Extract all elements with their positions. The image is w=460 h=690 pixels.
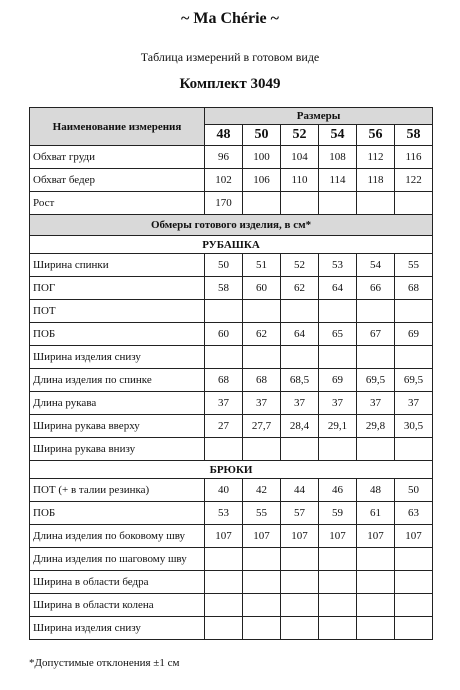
table-row	[30, 548, 433, 571]
measurement-value	[243, 617, 281, 640]
measurement-value: 110	[281, 169, 319, 192]
measurement-value	[319, 548, 357, 571]
measurement-value: 50	[205, 254, 243, 277]
measurement-value: 61	[357, 502, 395, 525]
measurement-name: Длина рукава	[30, 392, 205, 415]
section-title-row	[30, 461, 433, 479]
measurement-value: 55	[395, 254, 433, 277]
measurement-value: 54	[357, 254, 395, 277]
table-row	[30, 369, 433, 392]
product-title: Комплект 3049	[179, 76, 281, 92]
measurement-value	[281, 617, 319, 640]
measurement-value	[243, 192, 281, 215]
measurement-value	[205, 438, 243, 461]
measurement-value: 66	[357, 277, 395, 300]
table-row	[30, 571, 433, 594]
measurement-value: 53	[319, 254, 357, 277]
measurement-value: 55	[243, 502, 281, 525]
measurement-name: Рост	[30, 192, 205, 215]
measurement-value: 67	[357, 323, 395, 346]
measurement-value: 37	[243, 392, 281, 415]
measurement-value: 107	[357, 525, 395, 548]
table-row	[30, 594, 433, 617]
measurement-value: 48	[357, 479, 395, 502]
measurement-value	[357, 548, 395, 571]
garment-measurements-header: Обмеры готового изделия, в см*	[30, 215, 433, 236]
measurement-value: 30,5	[395, 415, 433, 438]
measurement-value: 28,4	[281, 415, 319, 438]
measurement-value: 64	[281, 323, 319, 346]
table-row	[30, 392, 433, 415]
measurement-name: Ширина в области колена	[30, 594, 205, 617]
measurement-value	[243, 438, 281, 461]
measurement-value: 106	[243, 169, 281, 192]
measurement-value	[319, 438, 357, 461]
measurement-value: 118	[357, 169, 395, 192]
measurement-value: 170	[205, 192, 243, 215]
measurement-value: 37	[395, 392, 433, 415]
table-row	[30, 192, 433, 215]
measurement-value	[395, 192, 433, 215]
table-row	[30, 277, 433, 300]
measurement-value: 107	[205, 525, 243, 548]
measurement-value: 50	[395, 479, 433, 502]
measurement-value: 114	[319, 169, 357, 192]
measurement-name: Ширина рукава вверху	[30, 415, 205, 438]
tolerance-footnote: *Допустимые отклонения ±1 см	[29, 657, 180, 669]
measurement-name: Ширина изделия снизу	[30, 617, 205, 640]
measurement-value	[243, 571, 281, 594]
measurement-value: 52	[281, 254, 319, 277]
brand-title: ~ Ma Chérie ~	[181, 10, 279, 27]
measurement-value	[357, 594, 395, 617]
size-header: 56	[357, 125, 395, 146]
measurement-value	[281, 438, 319, 461]
measurement-value	[395, 594, 433, 617]
measurement-value: 37	[205, 392, 243, 415]
measurement-value: 112	[357, 146, 395, 169]
measurement-value	[281, 346, 319, 369]
measurement-name: Длина изделия по шаговому шву	[30, 548, 205, 571]
measurement-value: 46	[319, 479, 357, 502]
measurement-value	[319, 594, 357, 617]
size-header: 50	[243, 125, 281, 146]
measurement-value	[281, 192, 319, 215]
measurement-value: 68,5	[281, 369, 319, 392]
measurement-name: Ширина спинки	[30, 254, 205, 277]
measurement-value: 57	[281, 502, 319, 525]
measurement-value: 122	[395, 169, 433, 192]
measurement-name: Обхват бедер	[30, 169, 205, 192]
measurement-value: 102	[205, 169, 243, 192]
measurement-value	[319, 571, 357, 594]
measurement-value	[281, 300, 319, 323]
measurement-value: 37	[319, 392, 357, 415]
section-title-row	[30, 236, 433, 254]
table-row	[30, 254, 433, 277]
measurement-value: 37	[357, 392, 395, 415]
measurement-value	[281, 594, 319, 617]
measurement-value: 53	[205, 502, 243, 525]
measurement-value	[243, 548, 281, 571]
size-header: 52	[281, 125, 319, 146]
measurement-value	[205, 346, 243, 369]
table-row	[30, 438, 433, 461]
measurement-value: 116	[395, 146, 433, 169]
measurement-value: 65	[319, 323, 357, 346]
measurement-name: ПОБ	[30, 323, 205, 346]
sizes-header: Размеры	[205, 108, 433, 125]
measurement-value: 64	[319, 277, 357, 300]
measurement-value	[205, 548, 243, 571]
measurement-value: 29,1	[319, 415, 357, 438]
size-header: 48	[205, 125, 243, 146]
size-header: 54	[319, 125, 357, 146]
table-row	[30, 346, 433, 369]
measurement-value	[357, 438, 395, 461]
measurement-value	[281, 548, 319, 571]
measurement-value: 107	[281, 525, 319, 548]
measurement-value	[357, 346, 395, 369]
measurement-value: 68	[395, 277, 433, 300]
section-title: БРЮКИ	[30, 461, 433, 479]
measurement-name: ПОГ	[30, 277, 205, 300]
measurement-name-header: Наименование измерения	[30, 108, 205, 146]
table-row	[30, 300, 433, 323]
measurement-value	[319, 192, 357, 215]
measurement-value: 104	[281, 146, 319, 169]
measurement-value	[357, 617, 395, 640]
measurement-value: 68	[243, 369, 281, 392]
measurement-value	[281, 571, 319, 594]
table-row	[30, 323, 433, 346]
document-subtitle: Таблица измерений в готовом виде	[140, 50, 320, 64]
measurement-value	[395, 571, 433, 594]
measurement-value: 107	[395, 525, 433, 548]
measurement-value: 63	[395, 502, 433, 525]
table-row	[30, 169, 433, 192]
measurement-value	[243, 346, 281, 369]
measurement-value: 37	[281, 392, 319, 415]
table-row	[30, 479, 433, 502]
measurement-value: 51	[243, 254, 281, 277]
measurement-name: ПОТ (+ в талии резинка)	[30, 479, 205, 502]
table-row	[30, 415, 433, 438]
measurement-value	[395, 300, 433, 323]
measurement-value	[205, 617, 243, 640]
measurement-value	[395, 617, 433, 640]
measurement-value: 107	[319, 525, 357, 548]
garment-section-row	[30, 215, 433, 236]
measurement-value: 42	[243, 479, 281, 502]
measurement-value	[357, 300, 395, 323]
measurement-value: 44	[281, 479, 319, 502]
measurement-value	[395, 346, 433, 369]
measurement-value: 68	[205, 369, 243, 392]
measurement-value	[319, 300, 357, 323]
table-row	[30, 525, 433, 548]
measurement-value: 69	[319, 369, 357, 392]
measurement-value: 107	[243, 525, 281, 548]
measurement-name: Длина изделия по боковому шву	[30, 525, 205, 548]
section-title: РУБАШКА	[30, 236, 433, 254]
measurement-value: 60	[205, 323, 243, 346]
measurement-name: ПОБ	[30, 502, 205, 525]
measurement-value: 96	[205, 146, 243, 169]
measurement-value	[319, 617, 357, 640]
measurement-name: Ширина рукава внизу	[30, 438, 205, 461]
measurement-value: 100	[243, 146, 281, 169]
measurement-value	[243, 300, 281, 323]
measurement-value: 62	[243, 323, 281, 346]
table-row	[30, 146, 433, 169]
measurement-value: 59	[319, 502, 357, 525]
measurement-value: 69,5	[395, 369, 433, 392]
size-chart-table	[29, 107, 433, 640]
measurement-value: 27,7	[243, 415, 281, 438]
measurement-value	[205, 594, 243, 617]
measurement-value	[395, 548, 433, 571]
measurement-value: 62	[281, 277, 319, 300]
measurement-value	[319, 346, 357, 369]
measurement-value: 69,5	[357, 369, 395, 392]
measurement-name: Ширина изделия снизу	[30, 346, 205, 369]
measurement-value	[243, 594, 281, 617]
measurement-value	[357, 571, 395, 594]
measurement-value	[205, 571, 243, 594]
measurement-value	[395, 438, 433, 461]
table-row	[30, 502, 433, 525]
measurement-value: 60	[243, 277, 281, 300]
measurement-value	[357, 192, 395, 215]
measurement-value: 58	[205, 277, 243, 300]
measurement-value: 40	[205, 479, 243, 502]
measurement-name: Длина изделия по спинке	[30, 369, 205, 392]
measurement-name: Ширина в области бедра	[30, 571, 205, 594]
measurement-value: 108	[319, 146, 357, 169]
measurement-value: 29,8	[357, 415, 395, 438]
measurement-name: Обхват груди	[30, 146, 205, 169]
measurement-value: 69	[395, 323, 433, 346]
size-header: 58	[395, 125, 433, 146]
measurement-value: 27	[205, 415, 243, 438]
measurement-name: ПОТ	[30, 300, 205, 323]
table-row	[30, 617, 433, 640]
measurement-value	[205, 300, 243, 323]
